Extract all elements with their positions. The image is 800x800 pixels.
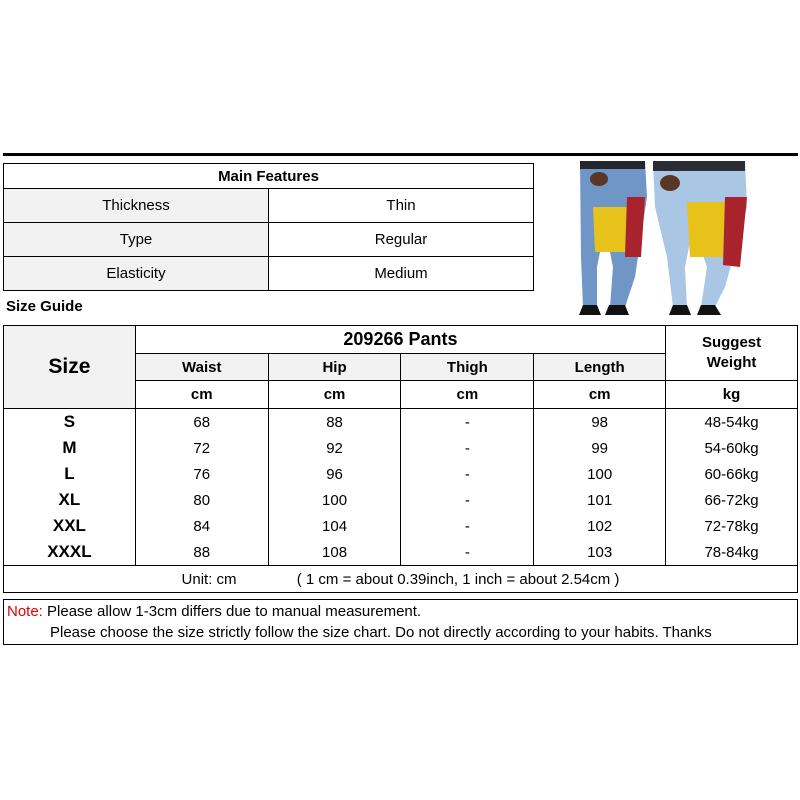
size-cell: S (4, 409, 136, 436)
length-cell: 102 (534, 513, 666, 539)
hip-cell: 108 (268, 539, 401, 566)
column-header-waist: Waist (135, 354, 268, 381)
size-cell: L (4, 461, 136, 487)
weight-header-line2: Weight (706, 354, 757, 371)
unit-weight: kg (666, 381, 798, 409)
table-row (4, 539, 798, 566)
length-cell: 99 (534, 435, 666, 461)
weight-header-line1: Suggest (701, 334, 762, 351)
note-box (3, 599, 798, 645)
unit-conversion: ( 1 cm = about 0.39inch, 1 inch = about 2.54cm ) (296, 570, 620, 588)
waist-cell: 76 (135, 461, 268, 487)
hip-cell: 96 (268, 461, 401, 487)
thigh-cell: - (401, 409, 534, 436)
feature-key: Elasticity (4, 257, 269, 291)
hip-cell: 92 (268, 435, 401, 461)
thigh-cell: - (401, 461, 534, 487)
weight-cell: 72-78kg (666, 513, 798, 539)
table-row (4, 435, 798, 461)
main-features-title: Main Features (4, 164, 534, 189)
column-header-length: Length (534, 354, 666, 381)
feature-value: Regular (269, 223, 534, 257)
unit-conversion-row (4, 566, 798, 593)
waist-cell: 68 (135, 409, 268, 436)
hip-cell: 88 (268, 409, 401, 436)
jeans-left (579, 161, 647, 315)
feature-row (4, 189, 534, 223)
size-guide-label: Size Guide (6, 298, 83, 315)
thigh-cell: - (401, 435, 534, 461)
weight-cell: 54-60kg (666, 435, 798, 461)
table-row (4, 513, 798, 539)
weight-cell: 60-66kg (666, 461, 798, 487)
feature-value: Medium (269, 257, 534, 291)
weight-cell: 78-84kg (666, 539, 798, 566)
waist-cell: 88 (135, 539, 268, 566)
table-row (4, 409, 798, 436)
feature-key: Type (4, 223, 269, 257)
column-header-hip: Hip (268, 354, 401, 381)
unit-hip: cm (268, 381, 401, 409)
thigh-cell: - (401, 513, 534, 539)
size-cell: M (4, 435, 136, 461)
note-text-2: Please choose the size strictly follow the size chart. Do not directly according to your habits. Thanks (50, 624, 712, 641)
hip-cell: 100 (268, 487, 401, 513)
main-features-table (3, 163, 534, 291)
hip-cell: 104 (268, 513, 401, 539)
note-text-1: Please allow 1-3cm differs due to manual measurement. (42, 603, 422, 620)
size-cell: XL (4, 487, 136, 513)
column-header-thigh: Thigh (401, 354, 534, 381)
size-column-header: Size (4, 326, 136, 409)
unit-label: Unit: cm (181, 570, 237, 588)
product-photo (575, 157, 775, 317)
size-cell: XXXL (4, 539, 136, 566)
note-line-1 (7, 601, 421, 622)
product-title: 209266 Pants (135, 326, 665, 354)
length-cell: 100 (534, 461, 666, 487)
size-table (3, 325, 798, 593)
waist-cell: 72 (135, 435, 268, 461)
feature-key: Thickness (4, 189, 269, 223)
note-label: Note: (7, 603, 43, 620)
length-cell: 98 (534, 409, 666, 436)
feature-value: Thin (269, 189, 534, 223)
weight-cell: 48-54kg (666, 409, 798, 436)
weight-column-header (666, 326, 798, 381)
unit-length: cm (534, 381, 666, 409)
table-row (4, 487, 798, 513)
jeans-right (653, 161, 747, 315)
feature-row (4, 257, 534, 291)
length-cell: 103 (534, 539, 666, 566)
top-divider (3, 153, 798, 156)
thigh-cell: - (401, 487, 534, 513)
waist-cell: 80 (135, 487, 268, 513)
size-cell: XXL (4, 513, 136, 539)
unit-thigh: cm (401, 381, 534, 409)
unit-waist: cm (135, 381, 268, 409)
waist-cell: 84 (135, 513, 268, 539)
thigh-cell: - (401, 539, 534, 566)
weight-cell: 66-72kg (666, 487, 798, 513)
feature-row (4, 223, 534, 257)
length-cell: 101 (534, 487, 666, 513)
table-row (4, 461, 798, 487)
